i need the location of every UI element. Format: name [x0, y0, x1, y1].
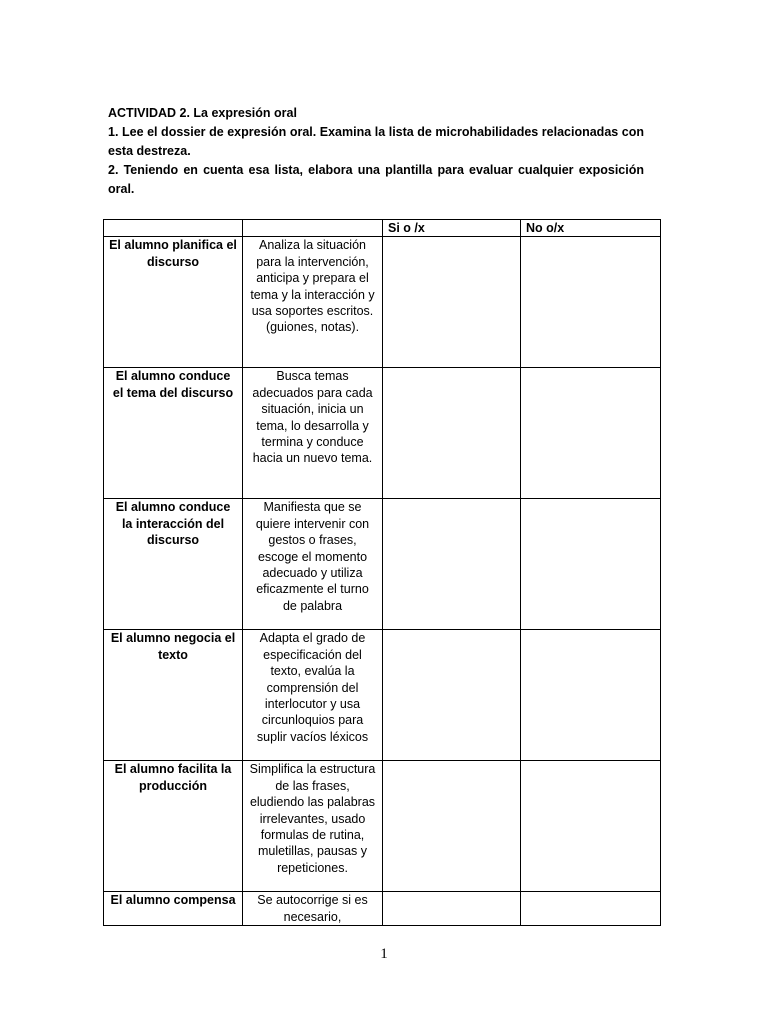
activity-title: ACTIVIDAD 2. La expresión oral: [108, 106, 297, 120]
si-cell[interactable]: [383, 368, 521, 499]
description-cell: Simplifica la estructura de las frases, eludiendo las palabras irrelevantes, usado formulas de rutina, muletillas, pausas y repeticiones.: [243, 761, 383, 892]
skill-cell: El alumno facilita la producción: [104, 761, 243, 892]
si-cell[interactable]: [383, 892, 521, 926]
skill-cell: El alumno compensa: [104, 892, 243, 926]
table-header-row: [104, 220, 661, 237]
table-row: [104, 499, 661, 630]
table-row: [104, 237, 661, 368]
no-cell[interactable]: [521, 630, 661, 761]
instruction-2: 2. Teniendo en cuenta esa lista, elabora una plantilla para evaluar cualquier exposición oral.: [108, 163, 644, 196]
instruction-1: 1. Lee el dossier de expresión oral. Examina la lista de microhabilidades relacionadas con esta destreza.: [108, 125, 644, 158]
no-cell[interactable]: [521, 237, 661, 368]
activity-instructions: [108, 104, 644, 199]
description-cell: Busca temas adecuados para cada situación, inicia un tema, lo desarrolla y termina y conduce hacia un nuevo tema.: [243, 368, 383, 499]
description-cell: Adapta el grado de especificación del texto, evalúa la comprensión del interlocutor y usa circunloquios para suplir vacíos léxicos: [243, 630, 383, 761]
description-cell: Se autocorrige si es necesario,: [243, 892, 383, 926]
no-cell[interactable]: [521, 761, 661, 892]
page-number: 1: [380, 946, 388, 962]
skill-cell: El alumno conduce el tema del discurso: [104, 368, 243, 499]
table-row: [104, 630, 661, 761]
header-skill: [104, 220, 243, 237]
header-description: [243, 220, 383, 237]
header-no: No o/x: [521, 220, 661, 237]
si-cell[interactable]: [383, 761, 521, 892]
description-cell: Analiza la situación para la intervención, anticipa y prepara el tema y la interacción y usa soportes escritos. (guiones, notas).: [243, 237, 383, 368]
description-cell: Manifiesta que se quiere intervenir con gestos o frases, escoge el momento adecuado y utiliza eficazmente el turno de palabra: [243, 499, 383, 630]
evaluation-table: [103, 219, 661, 926]
table-row: [104, 368, 661, 499]
si-cell[interactable]: [383, 630, 521, 761]
no-cell[interactable]: [521, 892, 661, 926]
table-row: [104, 761, 661, 892]
header-si: Si o /x: [383, 220, 521, 237]
table-row: [104, 892, 661, 926]
si-cell[interactable]: [383, 499, 521, 630]
si-cell[interactable]: [383, 237, 521, 368]
no-cell[interactable]: [521, 499, 661, 630]
skill-cell: El alumno negocia el texto: [104, 630, 243, 761]
skill-cell: El alumno conduce la interacción del discurso: [104, 499, 243, 630]
skill-cell: El alumno planifica el discurso: [104, 237, 243, 368]
no-cell[interactable]: [521, 368, 661, 499]
